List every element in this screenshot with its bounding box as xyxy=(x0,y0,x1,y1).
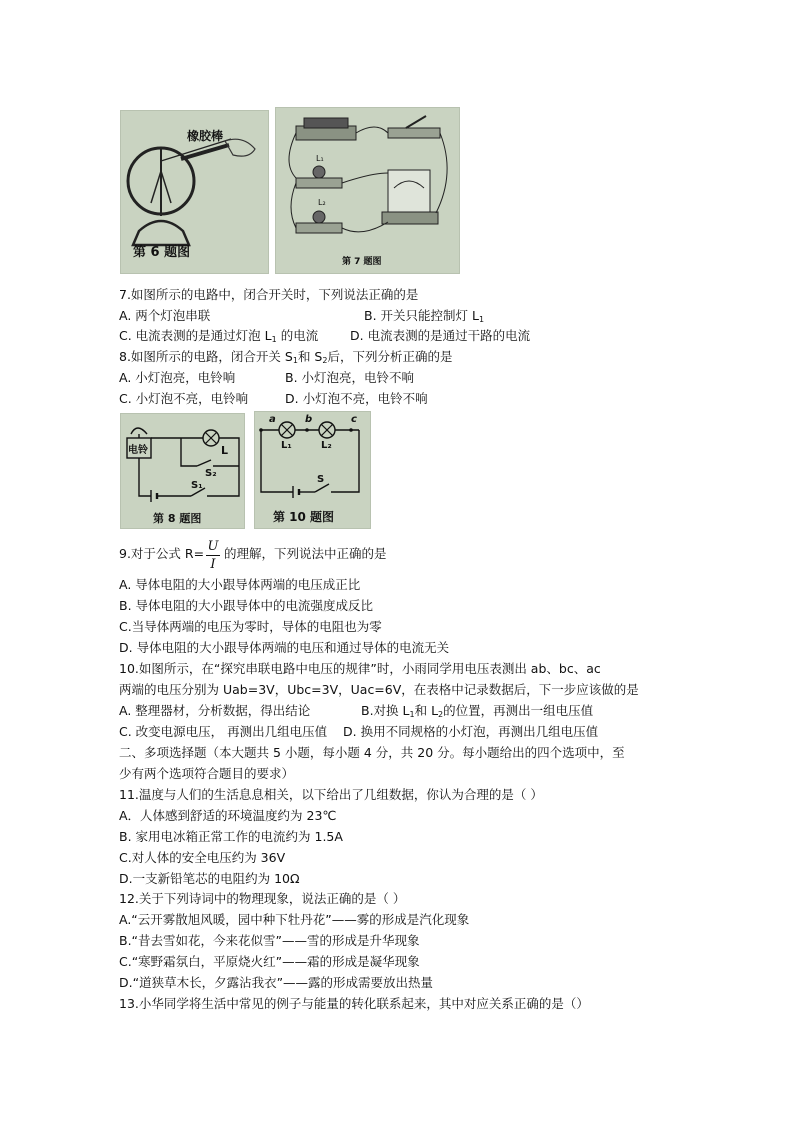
fig10-switch-label: S xyxy=(317,474,325,485)
fig7-lamp-l2-label: L₂ xyxy=(318,198,326,207)
q12-option-a: A.“云开雾散旭风暖，园中种下牡丹花”——雾的形成是汽化现象 xyxy=(119,912,470,927)
figure-8 xyxy=(120,413,245,529)
q9-option-b: B. 导体电阻的大小跟导体中的电流强度成反比 xyxy=(119,598,374,613)
figure-10-caption: 第 10 题图 xyxy=(273,510,335,524)
q7-option-d: D. 电流表测的是通过干路的电流 xyxy=(350,328,531,343)
q10-stem-line2: 两端的电压分别为 Uab=3V，Ubc=3V，Uac=6V，在表格中记录数据后，下一步应该做的是 xyxy=(119,682,639,697)
fig10-point-c: c xyxy=(351,414,357,425)
q9-option-d: D. 导体电阻的大小跟导体两端的电压和通过导体的电流无关 xyxy=(119,640,450,655)
fig8-s2-label: S₂ xyxy=(205,468,217,479)
fig8-bell-label: 电铃 xyxy=(128,445,148,456)
q12-option-c: C.“寒野霜氛白，平原烧火红”——霜的形成是凝华现象 xyxy=(119,954,420,969)
fig10-point-a: a xyxy=(269,414,276,425)
q9-stem-prefix: 9.对于公式 R= xyxy=(119,546,205,561)
figure-10 xyxy=(254,411,371,529)
q12-option-d: D.“道狭草木长，夕露沾我衣”——露的形成需要放出热量 xyxy=(119,975,434,990)
figure-6 xyxy=(120,110,269,274)
q12-stem: 12.关于下列诗词中的物理现象，说法正确的是（ ） xyxy=(119,891,406,906)
physical-circuit-illustration xyxy=(276,108,459,273)
q8-stem: 8.如图所示的电路，闭合开关 $S_1$和 $S_2$后，下列分析正确的是 xyxy=(119,349,453,365)
q10-stem-line1: 10.如图所示，在“探究串联电路中电压的规律”时，小雨同学用电压表测出 ab、bc、ac xyxy=(119,661,601,676)
q11-option-b: B. 家用电冰箱正常工作的电流约为 1.5A xyxy=(119,829,343,844)
q13-stem: 13.小华同学将生活中常见的例子与能量的转化联系起来，其中对应关系正确的是（） xyxy=(119,996,589,1011)
figure-6-caption: 第 6 题图 xyxy=(133,245,191,260)
q10-option-c: C. 改变电源电压， 再测出几组电压值 xyxy=(119,724,328,739)
q11-option-d: D.一支新铅笔芯的电阻约为 10Ω xyxy=(119,871,300,886)
q11-option-a: A．人体感到舒适的环境温度约为 23℃ xyxy=(119,808,337,823)
q10-option-a: A. 整理器材，分析数据，得出结论 xyxy=(119,703,311,718)
fig10-lamp-l2-label: L₂ xyxy=(321,440,332,451)
fig8-lamp-label: L xyxy=(221,444,229,457)
q7-option-a: A. 两个灯泡串联 xyxy=(119,308,211,323)
fig10-point-b: b xyxy=(305,414,313,425)
q10-option-d: D. 换用不同规格的小灯泡，再测出几组电压值 xyxy=(343,724,599,739)
q7-option-b: B. 开关只能控制灯 $L_1$ xyxy=(364,308,485,324)
q11-option-c: C.对人体的安全电压约为 36V xyxy=(119,850,286,865)
q8-option-b: B. 小灯泡亮，电铃不响 xyxy=(285,370,415,385)
q8-option-a: A. 小灯泡亮，电铃响 xyxy=(119,370,236,385)
q9-option-c: C.当导体两端的电压为零时，导体的电阻也为零 xyxy=(119,619,382,634)
q9-option-a: A. 导体电阻的大小跟导体两端的电压成正比 xyxy=(119,577,361,592)
figure-7 xyxy=(275,107,460,274)
q8-option-c: C. 小灯泡不亮，电铃响 xyxy=(119,391,249,406)
q8-option-d: D. 小灯泡不亮，电铃不响 xyxy=(285,391,428,406)
q9-formula-denominator: I xyxy=(210,557,216,572)
q9-fraction-bar xyxy=(206,555,220,556)
section2-heading-line2: 少有两个选项符合题目的要求） xyxy=(119,766,295,781)
fig10-lamp-l1-label: L₁ xyxy=(281,440,292,451)
q11-stem: 11.温度与人们的生活息息相关，以下给出了几组数据，你认为合理的是（ ） xyxy=(119,787,543,802)
q9-formula-numerator: U xyxy=(207,539,219,554)
q7-option-c: C. 电流表测的是通过灯泡 $L_1$ 的电流 xyxy=(119,328,319,344)
q9-stem-suffix: 的理解，下列说法中正确的是 xyxy=(224,546,387,561)
fig7-lamp-l1-label: L₁ xyxy=(316,154,324,163)
q10-option-b: B.对换 $L_1$和 $L_2$的位置，再测出一组电压值 xyxy=(361,703,594,719)
q12-option-b: B.“昔去雪如花，今来花似雪”——雪的形成是升华现象 xyxy=(119,933,420,948)
section2-heading-line1: 二、多项选择题（本大题共 5 小题，每小题 4 分，共 20 分。每小题给出的四个选项中，至 xyxy=(119,745,625,760)
fig8-s1-label: S₁ xyxy=(191,480,203,491)
q7-stem: 7.如图所示的电路中，闭合开关时，下列说法正确的是 xyxy=(119,287,419,302)
figure-8-caption: 第 8 题图 xyxy=(153,512,202,525)
figure-7-caption: 第 7 题图 xyxy=(342,257,382,267)
rubber-rod-label: 橡胶棒 xyxy=(187,129,224,143)
